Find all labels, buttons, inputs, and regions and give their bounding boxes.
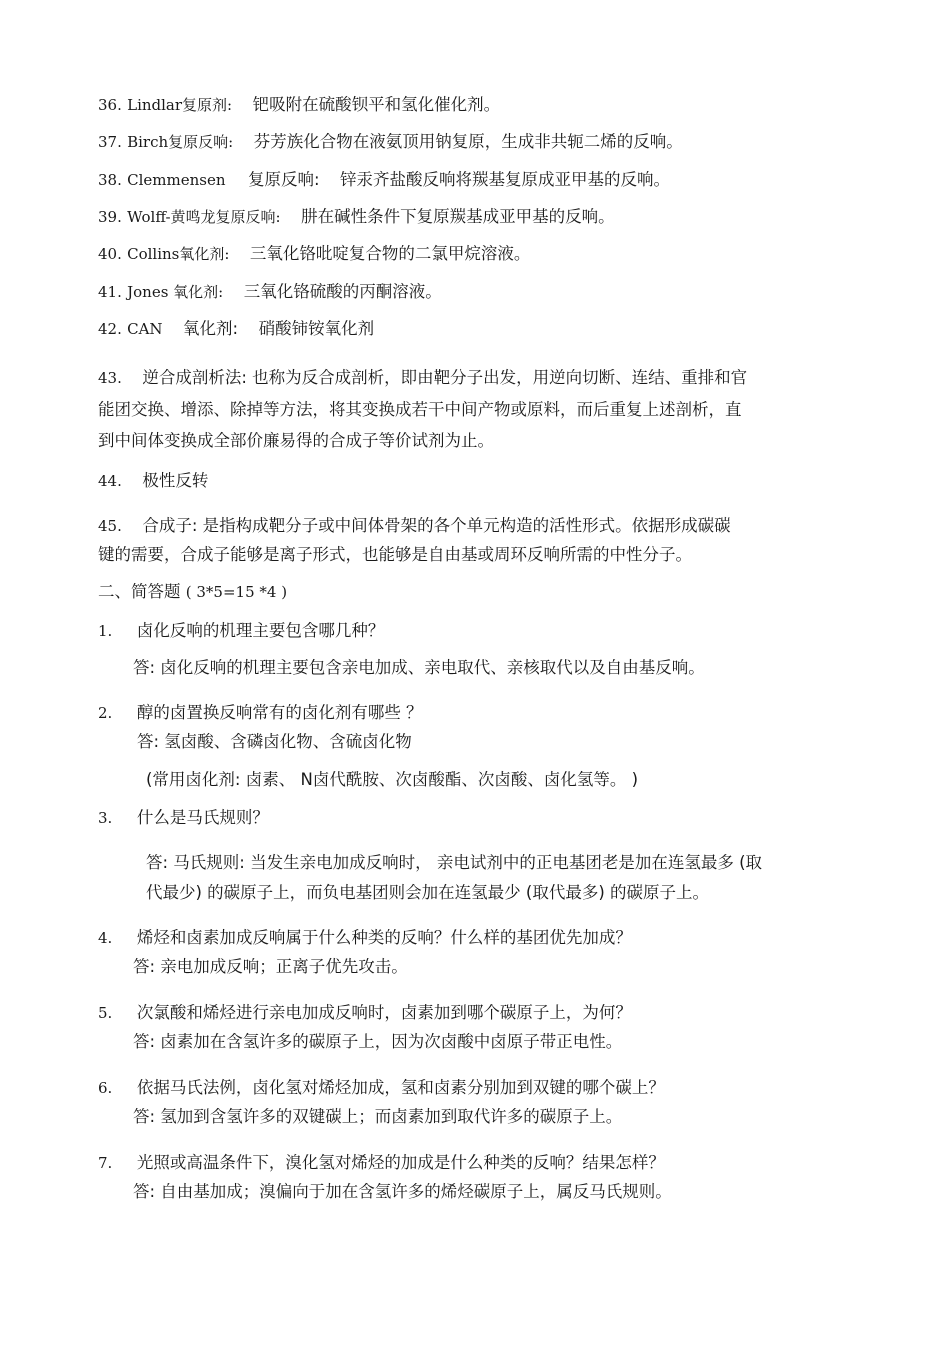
answer-2-note: (常用卤化剂: 卤素、 N卤代酰胺、次卤酸酯、次卤酸、卤化氢等。 ) — [146, 770, 639, 789]
definition-39: 39. Wolff-黄鸣龙复原反响: 肼在碱性条件下复原羰基成亚甲基的反响。 — [98, 207, 615, 226]
answer-6: 答: 氢加到含氢许多的双键碳上；而卤素加到取代许多的碳原子上。 — [133, 1107, 623, 1126]
answer-2: 答: 氢卤酸、含磷卤化物、含硫卤化物 — [137, 732, 412, 751]
question-7: 7. 光照或高温条件下，溴化氢对烯烃的加成是什么种类的反响？结果怎样？ — [98, 1153, 665, 1172]
question-1: 1. 卤化反响的机理主要包含哪几种？ — [98, 621, 385, 640]
definition-37: 37. Birch复原反响: 芬芳族化合物在液氨顶用钠复原，生成非共轭二烯的反响。 — [98, 132, 683, 151]
definition-38: 38. Clemmensen 复原反响: 锌汞齐盐酸反响将羰基复原成亚甲基的反响。 — [98, 170, 671, 189]
question-6: 6. 依据马氏法例，卤化氢对烯烃加成，氢和卤素分别加到双键的哪个碳上？ — [98, 1078, 665, 1097]
definition-43: 43. 逆合成剖析法: 也称为反合成剖析，即由靶分子出发，用逆向切断、连结、重排和官 — [98, 368, 748, 387]
question-4: 4. 烯烃和卤素加成反响属于什么种类的反响？什么样的基团优先加成？ — [98, 928, 632, 947]
answer-5: 答: 卤素加在含氢许多的碳原子上，因为次卤酸中卤原子带正电性。 — [133, 1032, 623, 1051]
definition-43-line-2: 能团交换、增添、除掉等方法，将其变换成若干中间产物或原料，而后重复上述剖析，直 — [98, 400, 742, 419]
answer-4: 答: 亲电加成反响；正离子优先攻击。 — [133, 957, 408, 976]
question-5: 5. 次氯酸和烯烃进行亲电加成反响时，卤素加到哪个碳原子上，为何？ — [98, 1003, 632, 1022]
answer-3-line-2: 代最少) 的碳原子上，而负电基团则会加在连氢最少 (取代最多) 的碳原子上。 — [146, 883, 710, 902]
question-3: 3. 什么是马氏规则？ — [98, 808, 269, 827]
answer-1: 答: 卤化反响的机理主要包含亲电加成、亲电取代、亲核取代以及自由基反响。 — [133, 658, 705, 677]
definition-43-line-3: 到中间体变换成全部价廉易得的合成子等价试剂为止。 — [98, 431, 494, 450]
definition-45: 45. 合成子: 是指构成靶分子或中间体骨架的各个单元构造的活性形式。依据形成碳碳 — [98, 516, 731, 535]
definition-44: 44. 极性反转 — [98, 471, 209, 490]
question-2: 2. 醇的卤置换反响常有的卤化剂有哪些 ？ — [98, 703, 423, 722]
definition-40: 40. Collins氧化剂: 三氧化铬吡啶复合物的二氯甲烷溶液。 — [98, 244, 531, 263]
definition-41: 41. Jones 氧化剂: 三氧化铬硫酸的丙酮溶液。 — [98, 282, 442, 301]
definition-45-line-2: 键的需要，合成子能够是离子形式，也能够是自由基或周环反响所需的中性分子。 — [98, 545, 692, 564]
section-heading: 二、简答题 ( 3*5=15 *4 ) — [98, 582, 288, 601]
definition-42: 42. CAN 氧化剂: 硝酸铈铵氧化剂 — [98, 319, 375, 338]
definition-36: 36. Lindlar复原剂: 钯吸附在硫酸钡平和氢化催化剂。 — [98, 95, 501, 114]
answer-3: 答: 马氏规则: 当发生亲电加成反响时， 亲电试剂中的正电基团老是加在连氢最多 (取 — [146, 853, 763, 872]
answer-7: 答: 自由基加成；溴偏向于加在含氢许多的烯烃碳原子上，属反马氏规则。 — [133, 1182, 672, 1201]
